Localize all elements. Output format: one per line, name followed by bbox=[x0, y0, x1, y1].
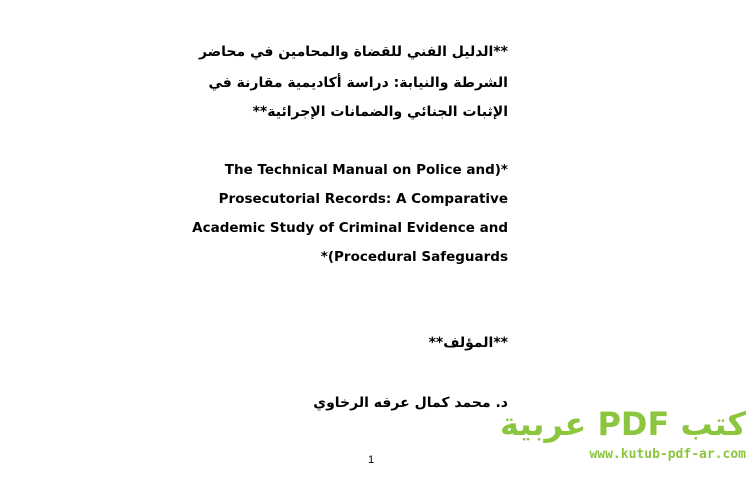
english-title-line-4: Procedural Safeguards)* bbox=[320, 249, 508, 265]
site-watermark bbox=[500, 404, 746, 464]
english-title-line-1: *(The Technical Manual on Police and bbox=[224, 162, 508, 178]
english-title-line-3: Academic Study of Criminal Evidence and bbox=[192, 220, 508, 236]
author-heading: **المؤلف** bbox=[428, 335, 508, 351]
arabic-title-line-2: الشرطة والنيابة: دراسة أكاديمية مقارنة في bbox=[208, 75, 508, 91]
author-name: د. محمد كمال عرفه الرخاوي bbox=[313, 395, 508, 411]
watermark-title: كتب PDF عربية bbox=[500, 405, 746, 443]
arabic-title-line-3: الإثبات الجنائي والضمانات الإجرائية** bbox=[252, 104, 508, 120]
page-number: 1 bbox=[368, 454, 375, 466]
english-title-line-2: Prosecutorial Records: A Comparative bbox=[218, 191, 508, 207]
arabic-title-line-1: **الدليل الفني للقضاة والمحامين في محاضر bbox=[198, 44, 508, 60]
watermark-url: www.kutub-pdf-ar.com bbox=[589, 447, 746, 462]
